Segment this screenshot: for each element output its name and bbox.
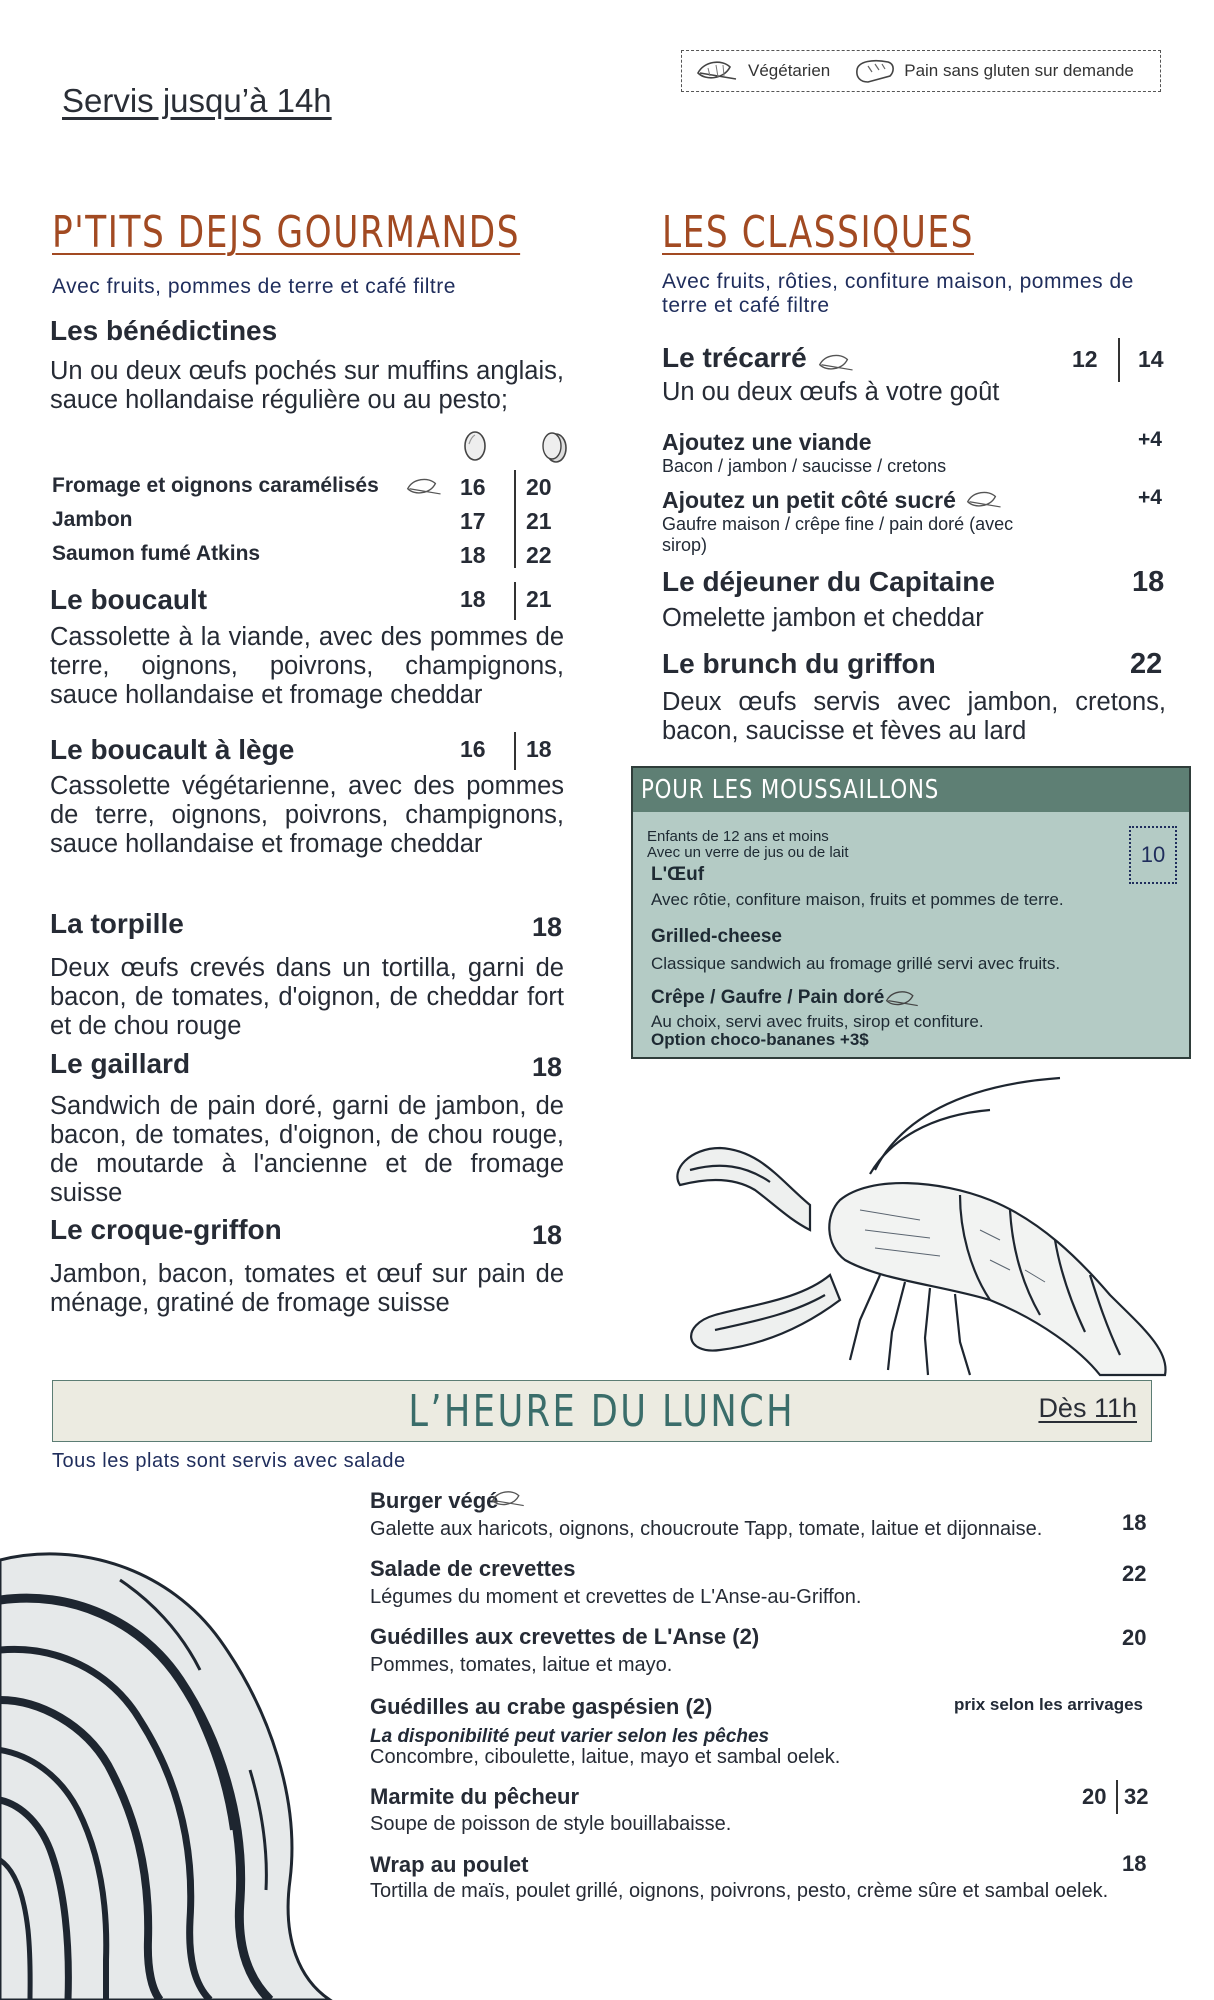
kids-item-name: L'Œuf bbox=[651, 864, 705, 885]
lunch-subtitle: Tous les plats sont servis avec salade bbox=[52, 1450, 406, 1472]
leaf-icon bbox=[966, 489, 1004, 511]
trecarre-two-price: 14 bbox=[1138, 346, 1164, 372]
option-fromage-one: 16 bbox=[460, 474, 486, 500]
price-divider bbox=[514, 732, 516, 770]
brunch-price: 22 bbox=[1130, 648, 1163, 680]
lunch-item-desc: Galette aux haricots, oignons, choucroute Tapp, tomate, laitue et dijonnaise. bbox=[370, 1518, 1043, 1540]
kids-price-box: 10 bbox=[1129, 826, 1177, 884]
kids-note-drink: Avec un verre de jus ou de lait bbox=[647, 844, 849, 861]
lunch-item-name: Guédilles aux crevettes de L'Anse (2) bbox=[370, 1624, 760, 1649]
one-egg-icon bbox=[462, 428, 488, 462]
lunch-item-desc: Pommes, tomates, laitue et mayo. bbox=[370, 1654, 673, 1676]
dish-desc-torpille: Deux œufs crevés dans un tortilla, garni de bacon, de tomates, d'oignon, de cheddar fort et de chou rouge bbox=[50, 954, 564, 1040]
lunch-item-name: Burger végé bbox=[370, 1488, 499, 1513]
addon-meat-name: Ajoutez une viande bbox=[662, 429, 872, 455]
option-saumon-one: 18 bbox=[460, 542, 486, 568]
boucault-one-price: 18 bbox=[460, 586, 486, 612]
lunch-item-name: Marmite du pêcheur bbox=[370, 1784, 580, 1809]
croque-griffon-price: 18 bbox=[532, 1220, 563, 1250]
kids-item-desc: Avec rôtie, confiture maison, fruits et pommes de terre. bbox=[651, 890, 1064, 909]
price-divider bbox=[514, 470, 516, 568]
price-divider bbox=[1118, 338, 1120, 382]
addon-sweet-desc: Gaufre maison / crêpe fine / pain doré (avec sirop) bbox=[662, 514, 1014, 555]
lunch-title bbox=[53, 1381, 1151, 1443]
dish-desc-croque-griffon: Jambon, bacon, tomates et œuf sur pain de ménage, gratiné de fromage suisse bbox=[50, 1260, 564, 1317]
legend-gluten-free bbox=[854, 58, 1134, 84]
price-divider bbox=[1116, 1780, 1118, 1814]
dish-name-brunch: Le brunch du griffon bbox=[662, 648, 936, 679]
served-until: Servis jusqu’à 14h bbox=[62, 82, 332, 119]
two-eggs-icon bbox=[540, 428, 568, 464]
addon-meat-desc: Bacon / jambon / saucisse / cretons bbox=[662, 456, 947, 476]
lunch-item-name: Guédilles au crabe gaspésien (2) bbox=[370, 1694, 713, 1719]
lunch-since: Dès 11h bbox=[1038, 1393, 1137, 1423]
kids-title-text: POUR LES MOUSSAILLONS bbox=[641, 775, 940, 805]
gaillard-price: 18 bbox=[532, 1052, 563, 1082]
price-divider bbox=[514, 582, 516, 620]
capitaine-price: 18 bbox=[1132, 566, 1165, 598]
legend-vegetarian bbox=[696, 59, 830, 83]
dish-desc-trecarre: Un ou deux œufs à votre goût bbox=[662, 378, 1000, 406]
addon-sweet-price: +4 bbox=[1138, 486, 1162, 509]
lunch-banner bbox=[52, 1380, 1152, 1442]
dish-name-trecarre: Le trécarré bbox=[662, 342, 807, 373]
lunch-item-name: Salade de crevettes bbox=[370, 1556, 576, 1581]
option-jambon-one: 17 bbox=[460, 508, 486, 534]
oyster-illustration bbox=[0, 1540, 370, 2000]
option-jambon-two: 21 bbox=[526, 508, 552, 534]
classiques-subtitle: Avec fruits, rôties, confiture maison, pommes de terre et café filtre bbox=[662, 270, 1134, 317]
kids-item-name: Crêpe / Gaufre / Pain doré bbox=[651, 987, 885, 1008]
kids-title bbox=[633, 768, 1189, 812]
lunch-item-price: 20 bbox=[1122, 1625, 1147, 1650]
torpille-price: 18 bbox=[532, 912, 563, 942]
lunch-item-name: Wrap au poulet bbox=[370, 1852, 529, 1877]
leaf-icon bbox=[696, 59, 740, 83]
dish-desc-capitaine: Omelette jambon et cheddar bbox=[662, 604, 984, 632]
dietary-legend bbox=[681, 50, 1161, 92]
lunch-item-desc: Légumes du moment et crevettes de L'Anse-au-Griffon. bbox=[370, 1586, 862, 1608]
lunch-item-price: 18 bbox=[1122, 1851, 1147, 1876]
lunch-item-price: prix selon les arrivages bbox=[954, 1695, 1143, 1714]
leaf-icon bbox=[818, 352, 856, 374]
kids-note-age: Enfants de 12 ans et moins bbox=[647, 828, 829, 845]
option-saumon-two: 22 bbox=[526, 542, 552, 568]
dish-name-benedictines: Les bénédictines bbox=[50, 315, 278, 346]
dish-name-capitaine: Le déjeuner du Capitaine bbox=[662, 566, 995, 597]
option-fromage-name: Fromage et oignons caramélisés bbox=[52, 474, 379, 497]
dish-desc-gaillard: Sandwich de pain doré, garni de jambon, de bacon, de tomates, d'oignon, de chou rouge, de moutarde à l'ancienne et de fromage suisse bbox=[50, 1092, 564, 1207]
dish-name-boucault-lege: Le boucault à lège bbox=[50, 734, 295, 765]
kids-item-extra: Option choco-bananes +3$ bbox=[651, 1030, 869, 1049]
leaf-icon bbox=[406, 476, 444, 498]
dish-name-croque-griffon: Le croque-griffon bbox=[50, 1214, 282, 1245]
boucault-lege-two-price: 18 bbox=[526, 736, 552, 762]
lunch-item-desc: Soupe de poisson de style bouillabaisse. bbox=[370, 1813, 732, 1835]
dish-name-torpille: La torpille bbox=[50, 908, 184, 939]
lunch-item-price-small: 20 bbox=[1082, 1784, 1107, 1809]
kids-item-name: Grilled-cheese bbox=[651, 926, 782, 947]
bread-icon bbox=[854, 58, 896, 84]
classiques-title: LES CLASSIQUES bbox=[662, 207, 974, 258]
boucault-two-price: 21 bbox=[526, 586, 552, 612]
dish-desc-brunch: Deux œufs servis avec jambon, cretons, bacon, saucisse et fèves au lard bbox=[662, 688, 1166, 745]
legend-vegetarian-label: Végétarien bbox=[748, 61, 831, 80]
lunch-item-note: La disponibilité peut varier selon les pêches bbox=[370, 1726, 770, 1747]
legend-gluten-free-label: Pain sans gluten sur demande bbox=[904, 61, 1134, 80]
lunch-item-desc: Concombre, ciboulette, laitue, mayo et sambal oelek. bbox=[370, 1746, 841, 1768]
option-fromage-two: 20 bbox=[526, 474, 552, 500]
lunch-item-desc: Tortilla de maïs, poulet grillé, oignons, poivrons, pesto, crème sûre et sambal oelek. bbox=[370, 1880, 1109, 1902]
dish-name-gaillard: Le gaillard bbox=[50, 1048, 191, 1079]
gourmands-title: P'TITS DEJS GOURMANDS bbox=[52, 207, 521, 258]
addon-meat-price: +4 bbox=[1138, 428, 1162, 451]
lunch-item-price-large: 32 bbox=[1124, 1784, 1149, 1809]
kids-menu-box bbox=[631, 766, 1191, 1059]
dish-desc-boucault-lege: Cassolette végétarienne, avec des pommes de terre, oignons, poivrons, champignons, sauce hollandaise et fromage cheddar bbox=[50, 772, 564, 858]
trecarre-one-price: 12 bbox=[1072, 346, 1098, 372]
dish-desc-boucault: Cassolette à la viande, avec des pommes de terre, oignons, poivrons, champignons, sauce hollandaise et fromage cheddar bbox=[50, 623, 564, 709]
lunch-item-price: 22 bbox=[1122, 1561, 1147, 1586]
option-jambon-name: Jambon bbox=[52, 508, 133, 531]
kids-item-desc: Au choix, servi avec fruits, sirop et confiture. bbox=[651, 1012, 984, 1031]
lunch-title-text: L’HEURE DU LUNCH bbox=[408, 1386, 796, 1437]
lunch-item-price: 18 bbox=[1122, 1510, 1147, 1535]
dish-name-boucault: Le boucault bbox=[50, 584, 208, 615]
lobster-illustration bbox=[660, 1070, 1180, 1382]
dish-desc-benedictines: Un ou deux œufs pochés sur muffins anglais, sauce hollandaise régulière ou au pesto; bbox=[50, 357, 564, 414]
addon-sweet-name: Ajoutez un petit côté sucré bbox=[662, 487, 956, 513]
option-saumon-name: Saumon fumé Atkins bbox=[52, 542, 261, 565]
leaf-icon bbox=[885, 988, 921, 1010]
gourmands-subtitle: Avec fruits, pommes de terre et café filtre bbox=[52, 275, 456, 298]
kids-item-desc: Classique sandwich au fromage grillé servi avec fruits. bbox=[651, 954, 1061, 973]
leaf-icon bbox=[491, 1488, 527, 1510]
boucault-lege-one-price: 16 bbox=[460, 736, 486, 762]
